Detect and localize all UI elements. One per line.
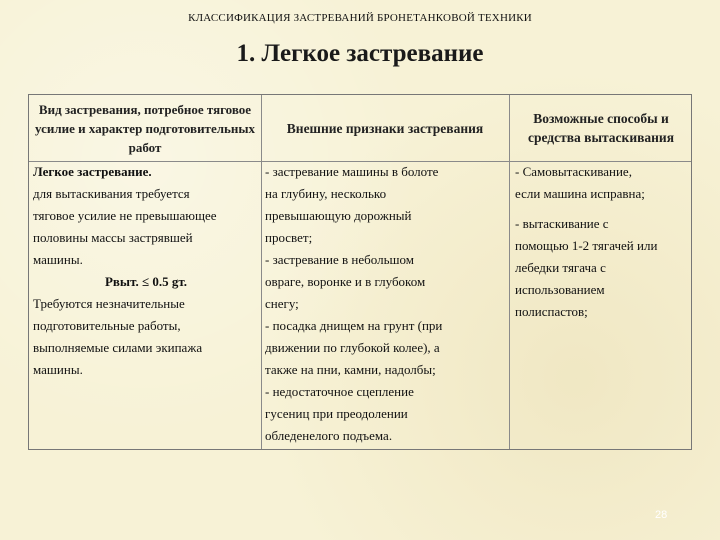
cell-line: помощью 1-2 тягачей или	[515, 238, 658, 253]
cell-line: использованием	[515, 282, 605, 297]
slide-header: КЛАССИФИКАЦИЯ ЗАСТРЕВАНИЙ БРОНЕТАНКОВОЙ ТЕХНИКИ	[188, 12, 532, 24]
cell-line: превышающую дорожный	[265, 208, 412, 223]
column-divider-2	[509, 95, 510, 449]
cell-line: - застревание машины в болоте	[265, 164, 439, 179]
header-cell-methods: Возможные способы и средства вытаскивания	[527, 111, 674, 145]
cell-line: - посадка днищем на грунт (при	[265, 318, 443, 333]
slide-title: 1. Легкое застревание	[236, 40, 484, 67]
cell-line: - вытаскивание с	[515, 216, 609, 231]
cell-type-description	[33, 161, 259, 381]
cell-line: лебедки тягача с	[515, 260, 606, 275]
cell-line: движении по глубокой колее), а	[265, 340, 440, 355]
cell-line: Требуются незначительные	[33, 296, 185, 311]
cell-line: машины.	[33, 362, 83, 377]
cell-line: тяговое усилие не превышающее	[33, 208, 217, 223]
header-cell-signs: Внешние признаки застревания	[286, 120, 484, 136]
cell-line: гусениц при преодолении	[265, 406, 408, 421]
cell-line: - Самовытаскивание,	[515, 164, 632, 179]
cell-line: на глубину, несколько	[265, 186, 387, 201]
header-cell-type: Вид застревания, потребное тяговое усилие и характер подготовительных работ	[34, 101, 256, 155]
cell-line: просвет;	[265, 230, 313, 245]
cell-line: - недостаточное сцепление	[265, 384, 414, 399]
cell-line: половины массы застрявшей	[33, 230, 193, 245]
cell-line: подготовительные работы,	[33, 318, 181, 333]
cell-line: овраге, воронке и в глубоком	[265, 274, 426, 289]
cell-line: также на пни, камни, надолбы;	[265, 362, 436, 377]
classification-table	[28, 94, 692, 450]
cell-line: машины.	[33, 252, 83, 267]
cell-line: если машина исправна;	[515, 186, 645, 201]
formula: Pвыт. ≤ 0.5 gт.	[104, 274, 188, 289]
cell-line: - застревание в небольшом	[265, 252, 414, 267]
cell-methods	[515, 161, 691, 323]
cell-line: выполняемые силами экипажа	[33, 340, 203, 355]
column-divider-1	[261, 95, 262, 449]
cell-line: полиспастов;	[515, 304, 588, 319]
cell-line: обледенелого подъема.	[265, 428, 393, 443]
cell-external-signs	[265, 161, 507, 447]
cell-line: для вытаскивания требуется	[33, 186, 190, 201]
cell-line: снегу;	[265, 296, 299, 311]
cell-line: Легкое застревание.	[33, 164, 152, 179]
page-number: 28	[655, 509, 668, 521]
